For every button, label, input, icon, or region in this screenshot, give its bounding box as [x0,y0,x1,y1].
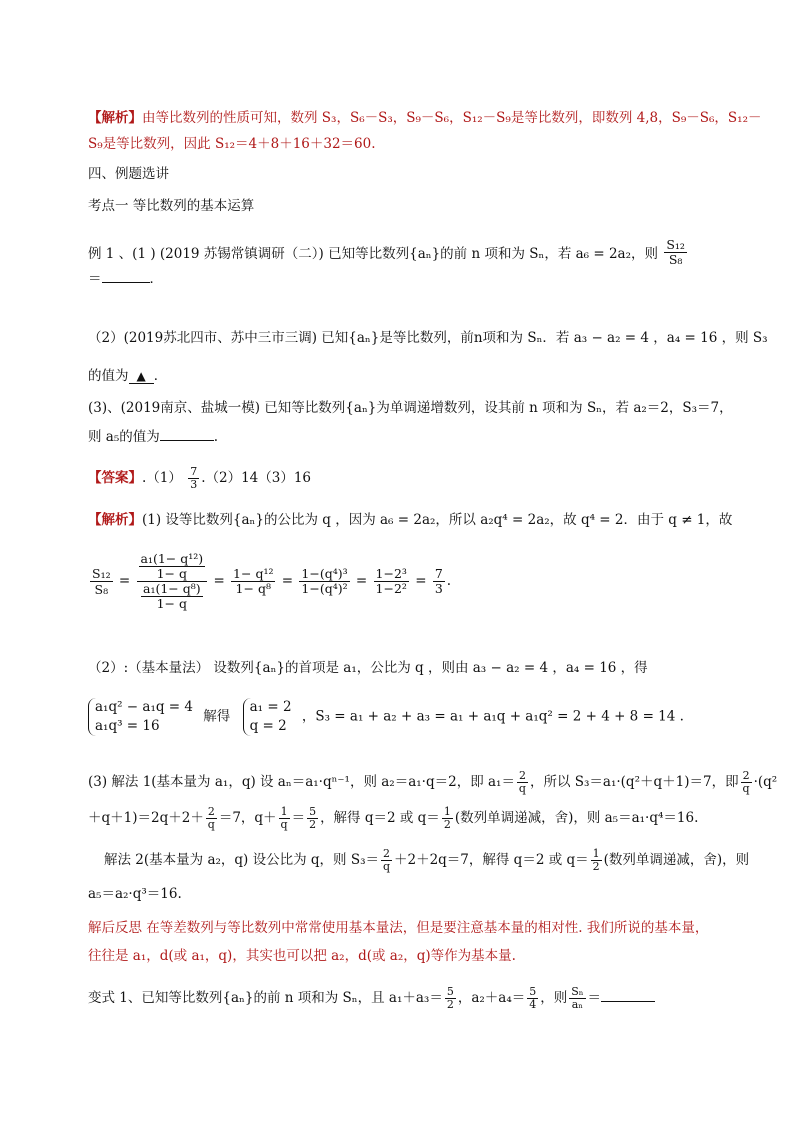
equals-sign: = [281,573,294,589]
jiexi-2-line-1 [88,510,732,530]
period: . [446,573,452,589]
fraction-denominator: 1− q⁸ [235,581,271,596]
fraction-numerator: 1 [280,805,288,818]
system-eq-1: a₁ = 2 [249,699,292,715]
text-segment: ，a₂＋a₄＝ [457,990,526,1006]
text-segment: ＝ [291,810,306,826]
period: ． [153,368,168,384]
answer-part-1: .（1） [142,470,182,486]
reflection-line-1: 解后反思 在等差数列与等比数列中常常使用基本量法，但是要注意基本量的相对性. 我们所说的基本量， [88,920,709,936]
answer-fraction [188,466,199,491]
fraction-denominator: 1− q [156,566,188,581]
system-eq-1: a₁q² − a₁q = 4 [95,699,193,715]
equals-sign: ＝ [88,271,102,287]
text-segment: 变式 1、已知等比数列{aₙ}的前 n 项和为 Sₙ，且 a₁＋a₃＝ [88,990,443,1006]
compound-numerator [137,552,208,582]
text-segment: (数列单调递减，舍)，则 a₅＝a₁·q⁴＝16. [454,810,699,826]
jiexi-1-tag: 【解析】 [88,110,142,126]
fraction-denominator: q [207,818,215,831]
fraction-denominator: q [742,782,750,795]
method-3-line-3 [104,848,749,873]
fraction-numerator: 1−(q⁴)³ [301,566,348,581]
fraction-numerator: 5 [446,985,454,998]
fraction [279,806,290,831]
fraction-numerator: a₁(1− q⁸) [143,581,201,596]
value-label: 的值为 [88,368,129,384]
fraction-numerator: 5 [529,985,537,998]
example-1-part-3-line-1: (3)、(2019南京、盐城一模) 已知等比数列{aₙ}为单调递增数列，设其前 n 项和为 Sₙ，若 a₂＝2，S₃＝7， [88,400,733,416]
method-2-result: ，S₃ = a₁ + a₂ + a₃ = a₁ + a₁q + a₁q² = 2 + 4 + 8 = 14 . [301,708,684,725]
answer-blank-variant[interactable] [601,987,655,1002]
fraction-denominator: 2 [592,860,600,873]
method-2-system [88,698,684,742]
inner-numerator-fraction [139,552,206,581]
fraction-denominator: 1−2² [375,581,407,596]
method-2-line: （2）:（基本量法） 设数列{aₙ}的首项是 a₁，公比为 q ，则由 a₃ − a₂ = 4 ，a₄ = 16 ，得 [88,660,648,676]
example-1-part-1-text: 例 1 、(1 ) (2019 苏锡常镇调研（二）) 已知等比数列{aₙ}的前 n 项和为 Sₙ，若 a₆ = 2a₂，则 [88,246,659,262]
fraction-numerator: 7 [190,465,198,478]
answer-line [88,466,311,491]
equation-system-2 [243,698,292,736]
example-1-part-3-line-2 [88,426,218,447]
method-3-line-2 [88,806,698,831]
text-segment: ，则 [540,990,568,1006]
example-1-part-1 [88,238,689,267]
fraction-numerator: 1− q¹² [233,566,274,581]
text-segment: ，所以 S₃＝a₁·(q²＋q＋1)＝7，即 [529,774,739,790]
answer-rest: .（2）14（3）16 [201,470,312,486]
fraction-numerator: 2 [742,769,750,782]
fraction [527,986,538,1011]
answer-blank-1[interactable] [102,268,150,283]
inner-denominator-fraction [141,582,203,611]
fraction-denominator: S₈ [668,252,683,267]
solve-label: 解得 [203,708,231,725]
compound-fraction [137,552,208,611]
fraction-numerator: S₁₂ [92,566,111,581]
answer-blank-3[interactable] [160,426,214,441]
fraction [445,986,456,1011]
fraction-denominator: S₈ [94,582,109,597]
fraction [206,806,217,831]
fraction [307,806,318,831]
fraction-numerator: 2 [382,847,390,860]
text-segment: ＝7，q＋ [218,810,277,826]
fraction [591,848,602,873]
fraction-denominator: 1− q [156,596,188,611]
fraction-denominator: 2 [446,998,454,1011]
fraction-denominator: aₙ [571,998,584,1011]
example-1-fraction [664,238,687,267]
fraction-numerator: 1−2³ [375,566,407,581]
answer-tag: 【答案】 [88,470,142,486]
fraction-numerator: a₁(1− q¹²) [140,551,204,566]
fraction-denominator: 2 [443,818,451,831]
fraction-numerator: 1 [443,805,451,818]
text-segment: ＋2＋2q＝7，解得 q＝2 或 q＝ [393,852,589,868]
fraction-denominator: 1−(q⁴)² [301,581,348,596]
fraction-numerator: S₁₂ [666,237,685,252]
fraction-denominator: q [382,860,390,873]
lhs-fraction [90,566,113,597]
ratio-derivation [88,552,451,636]
fraction-denominator: 4 [529,998,537,1011]
fraction-numerator: 2 [518,769,526,782]
triangle-icon: ▲ [129,369,154,384]
period: . [213,429,219,445]
fraction-denominator: 3 [434,581,443,596]
text-segment: (数列单调递减，舍)，则 [603,852,750,868]
fraction-numerator: 7 [434,566,443,581]
fraction-numerator: 1 [592,847,600,860]
fraction [442,806,453,831]
equation-system-1 [88,698,193,736]
fraction-denominator: q [518,782,526,795]
fraction-3 [374,567,409,596]
part-3-label: 则 a₅的值为 [88,429,160,445]
reflection-line-2: 往往是 a₁，d(或 a₁，q)，其实也可以把 a₂，d(或 a₂，q)等作为基本量. [88,948,516,964]
variant-1 [88,986,655,1011]
period: ． [149,271,163,287]
text-segment: ＋q＋1)＝2q＋2＋ [88,810,204,826]
kaodian-title: 考点一 等比数列的基本运算 [88,198,255,214]
fraction-numerator: Sₙ [571,985,584,998]
equals-sign: = [118,573,131,589]
jiexi-1-line-2: S₉是等比数列，因此 S₁₂＝4＋8＋16＋32＝60. [88,136,376,152]
text-segment: ＝ [587,990,602,1006]
method-3-line-4: a₅＝a₂·q³＝16. [88,886,182,902]
fraction-2 [299,567,349,596]
example-1-part-2-tail [88,366,167,386]
text-segment: ，解得 q＝2 或 q＝ [320,810,440,826]
fraction-denominator: 2 [309,818,317,831]
jiexi-2-text: (1) 设等比数列{aₙ}的公比为 q ，因为 a₆ = 2a₂，所以 a₂q⁴ = 2a₂，故 q⁴ = 2．由于 q ≠ 1，故 [142,512,733,528]
fraction-numerator: 5 [309,805,317,818]
fraction-4 [433,567,445,596]
equals-sign: = [355,573,368,589]
fraction-1 [231,567,275,596]
fraction [381,848,392,873]
fraction-numerator: 2 [207,805,215,818]
fraction [569,986,585,1011]
jiexi-1-text-1: 由等比数列的性质可知，数列 S₃，S₆－S₃，S₉－S₆，S₁₂－S₉是等比数列，即数列 4,8，S₉－S₆，S₁₂－ [142,110,762,126]
fraction-denominator: 3 [190,478,198,491]
section-title: 四、例题选讲 [88,166,169,182]
example-1-blank-line [88,268,163,289]
fraction [517,770,528,795]
text-segment: ·(q² [753,774,778,790]
system-eq-2: q = 2 [249,718,287,734]
text-segment: 解法 2(基本量为 a₂，q) 设公比为 q，则 S₃＝ [104,852,379,868]
jiexi-2-tag: 【解析】 [88,512,142,528]
jiexi-1-line-1 [88,108,761,128]
equals-sign: = [213,573,225,589]
system-eq-2: a₁q³ = 16 [95,718,160,734]
fraction [741,770,752,795]
compound-denominator [137,582,208,611]
equals-sign: = [415,573,427,589]
example-1-part-2: （2）(2019苏北四市、苏中三市三调) 已知{aₙ}是等比数列，前n项和为 Sₙ．若 a₃ − a₂ = 4 ，a₄ = 16 ，则 S₃ [88,330,768,346]
method-3-line-1 [88,770,777,795]
text-segment: (3) 解法 1(基本量为 a₁，q) 设 aₙ＝a₁·qⁿ⁻¹，则 a₂＝a₁·q＝2，即 a₁＝ [88,774,515,790]
fraction-denominator: q [280,818,288,831]
